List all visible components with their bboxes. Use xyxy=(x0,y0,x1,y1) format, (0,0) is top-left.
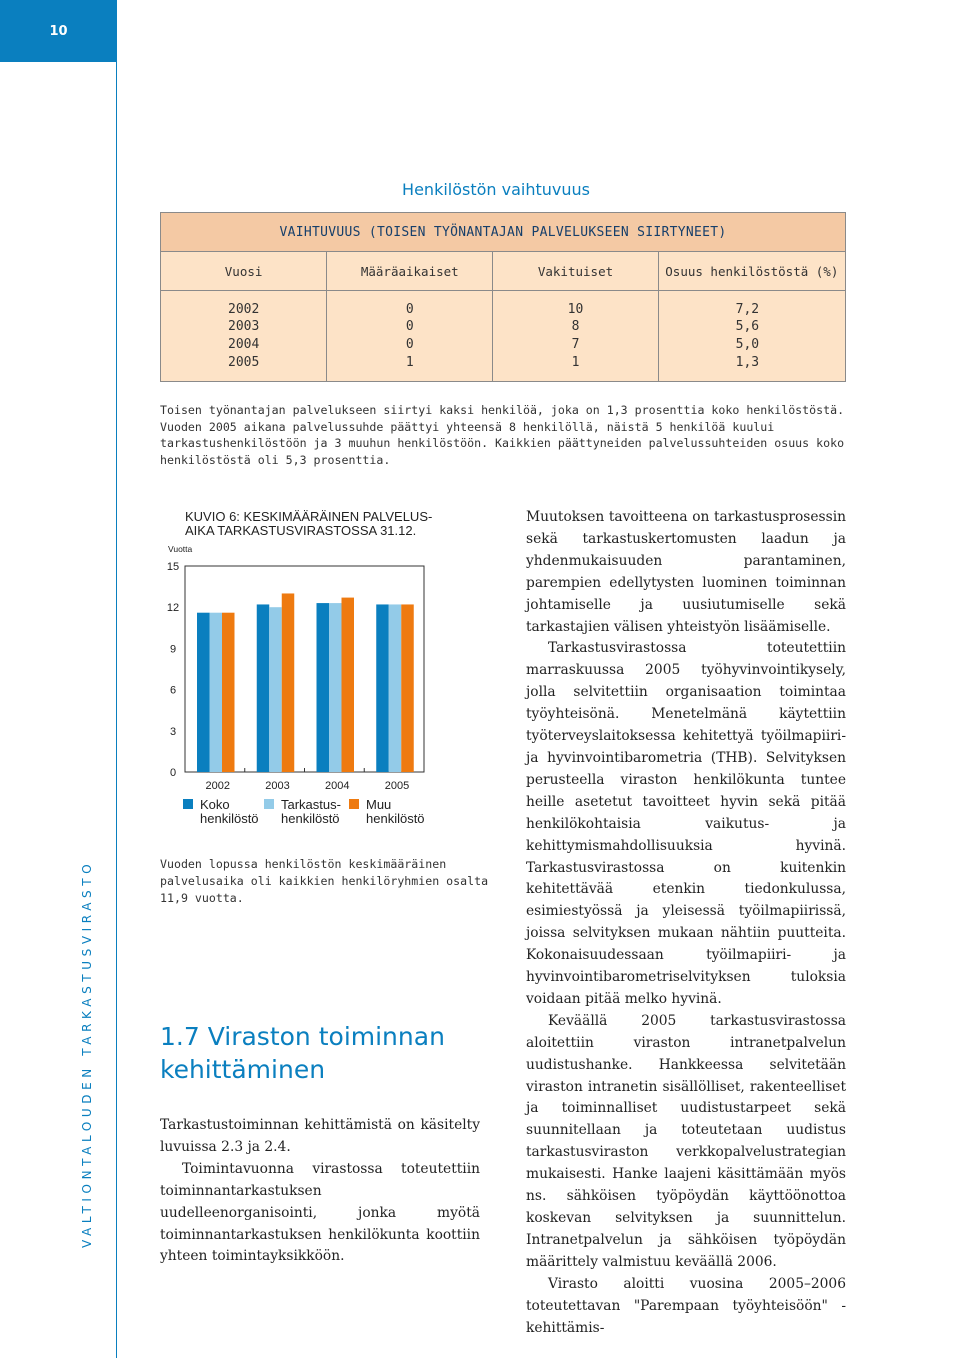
table-cell: 7,2 xyxy=(735,301,760,317)
legend-item-audit xyxy=(264,798,341,826)
chart-caption: Vuoden lopussa henkilöstön keskimääräinen palvelusaika oli kaikkien henkilöryhmien osalta 11,9 vuotta. xyxy=(160,857,489,905)
x-tick-label: 2002 xyxy=(205,780,230,792)
y-tick-label: 3 xyxy=(169,725,177,738)
bar xyxy=(257,604,270,772)
table-cell: 2004 xyxy=(228,337,260,352)
bar xyxy=(210,613,223,772)
x-tick-label: 2005 xyxy=(384,780,410,792)
bar xyxy=(329,603,342,772)
bar xyxy=(376,604,389,772)
table-cell: 1 xyxy=(405,354,414,370)
x-tick-label: 2004 xyxy=(325,780,350,792)
legend-label xyxy=(281,798,341,826)
bar xyxy=(389,604,402,772)
bar xyxy=(282,593,295,772)
table-heading: VAIHTUVUUS (TOISEN TYÖNANTAJAN PALVELUKSEEN SIIRTYNEET) xyxy=(161,213,846,252)
bar xyxy=(317,603,330,772)
chart-legend xyxy=(183,798,473,828)
legend-item-other xyxy=(349,798,425,826)
legend-label-line: henkilöstö xyxy=(200,811,259,826)
col-header-share: Osuus henkilöstöstä (%) xyxy=(658,252,845,291)
x-tick-label: 2003 xyxy=(265,780,290,792)
table-cell: 10 xyxy=(567,301,584,317)
legend-swatch xyxy=(264,799,274,809)
section-heading: 1.7 Viraston toiminnan kehittäminen xyxy=(160,1022,445,1084)
paragraph: Toimintavuonna virastossa toteutettiin toiminnantarkastuksen uudelleenorganisointi, jonka myötä toiminnantarkastuksen henkilökunta koottiin yhteen toimintayksikköön. xyxy=(160,1160,480,1265)
chart-title: KUVIO 6: KESKIMÄÄRÄINEN PALVELUS-AIKA TARKASTUSVIRASTOSSA 31.12. xyxy=(185,509,433,538)
legend-swatch xyxy=(349,799,359,809)
table-cell: 7 xyxy=(571,337,580,352)
table-cell: 1 xyxy=(571,354,580,370)
paragraph: Muutoksen tavoitteena on tarkastusprosessin sekä tarkastuskertomusten laadun ja yhdenmukaisuuden parantaminen, parempien edellytysten luominen toiminnan johtamiselle ja uusiutumiselle sekä tarkastajien välisen yhteistyön lisäämiselle. xyxy=(526,509,846,635)
col-header-permanent: Vakituiset xyxy=(493,252,658,291)
y-axis-label: Vuotta xyxy=(168,544,193,554)
col-header-year: Vuosi xyxy=(161,252,327,291)
bar-chart xyxy=(160,540,460,800)
paragraph: Virasto aloitti vuosina 2005–2006 toteutettavan "Parempaan työyhteisöön" -kehittämis- xyxy=(526,1275,846,1336)
col-year xyxy=(161,291,327,382)
col-share xyxy=(658,291,845,382)
page-number: 10 xyxy=(49,23,68,39)
legend-label-line: Koko xyxy=(200,797,230,812)
legend-label-line: henkilöstö xyxy=(366,811,425,826)
col-permanent xyxy=(493,291,658,382)
paragraph: Tarkastusvirastossa toteutettiin marraskuussa 2005 työhyvinvointikysely, jolla selvitettiin organisaation toimintaa työyhteisönä. Menetelmänä käytettiin työterveyslaitoksessa kehitettyä työilmapiiri- ja hyvinvointibarometria (THB). Selvityksen perusteella viraston henkilökunta tuntee heille asetetut tavoitteet hyvin sekä pitää henkilökohtaisia vaikutus- ja kehittymismahdollisuuksia hyvinä. Tarkastusvirastossa on kuitenkin kehitettävää etenkin tiedonkulussa, esimiestyössä ja yleisessä työilmapiirissä, joissa selvityksen mukaan nähtiin puutteita. Kokonaisuudessaan työilmapiiri- ja hyvinvointibarometriselvityksen tuloksia voidaan pitää melko hyvinä. xyxy=(526,640,846,1007)
table-cell: 1,3 xyxy=(735,354,760,370)
table-cell: 5,6 xyxy=(735,319,760,335)
y-tick-label: 9 xyxy=(169,643,177,656)
side-rule xyxy=(116,0,117,1358)
table-cell: 0 xyxy=(405,301,414,317)
page-number-tab xyxy=(0,0,117,62)
bar xyxy=(269,607,282,772)
paragraph: Keväällä 2005 tarkastusvirastossa aloitettiin viraston intranetpalvelun uudistushanke. Hankkeessa selvitetään viraston intranetin sisällölliset, rakenteelliset ja toiminnalliset uudistustarpeet sekä suunnitellaan ja toteutetaan uudistus tarkastusviraston verkkopalvelustrategian mukaisesti. Hanke laajeni käsittämään myös ns. sähköisen työpöydän käyttöönottoa koskevan selvityksen ja suunnittelun. Intranetpalvelun ja sähköisen työpöydän määrittely valmistuu keväällä 2006. xyxy=(526,1012,846,1270)
table-note: Toisen työnantajan palvelukseen siirtyi kaksi henkilöä, joka on 1,3 prosenttia koko henkilöstöstä. Vuoden 2005 aikana palvelussuhde päättyi yhteensä 8 henkilöllä, näistä 5 henkilöä kuului tarkastushenkilöstöön ja 3 muuhun henkilöstöön. Kaikkien päättyneiden palvelussuhteiden osuus koko henkilöstöstä oli 5,3 prosenttia. xyxy=(160,403,845,467)
y-tick-label: 0 xyxy=(169,767,177,779)
y-tick-label: 15 xyxy=(166,561,180,573)
legend-label-line: Muu xyxy=(366,797,392,812)
legend-swatch xyxy=(183,799,193,809)
table-cell: 0 xyxy=(405,337,414,352)
bar xyxy=(222,613,235,772)
bar xyxy=(401,604,414,772)
table-cell: 5,0 xyxy=(735,337,760,352)
paragraph: Tarkastustoiminnan kehittämistä on käsitelty luvuissa 2.3 ja 2.4. xyxy=(160,1117,480,1155)
table-cell: 2003 xyxy=(228,319,260,335)
vertical-brand-text: VALTIONTALOUDEN TARKASTUSVIRASTO xyxy=(80,859,94,1248)
bar xyxy=(197,613,210,772)
y-tick-label: 12 xyxy=(166,602,180,615)
legend-label xyxy=(200,798,259,826)
legend-label-line: henkilöstö xyxy=(281,811,340,826)
right-column-text xyxy=(526,507,846,1339)
table-cell: 0 xyxy=(405,319,414,335)
legend-item-total xyxy=(183,798,259,826)
col-fixed-term xyxy=(327,291,493,382)
turnover-table xyxy=(160,212,846,382)
table-title: Henkilöstön vaihtuvuus xyxy=(402,180,590,199)
left-column-text xyxy=(160,1115,480,1268)
table-cell: 2005 xyxy=(228,354,260,370)
legend-label xyxy=(366,798,425,826)
table-cell: 2002 xyxy=(228,301,260,317)
y-tick-label: 6 xyxy=(169,684,177,697)
legend-label-line: Tarkastus- xyxy=(281,797,341,812)
table-cell: 8 xyxy=(571,319,580,335)
col-header-fixed-term: Määräaikaiset xyxy=(327,252,493,291)
bar xyxy=(342,598,355,772)
